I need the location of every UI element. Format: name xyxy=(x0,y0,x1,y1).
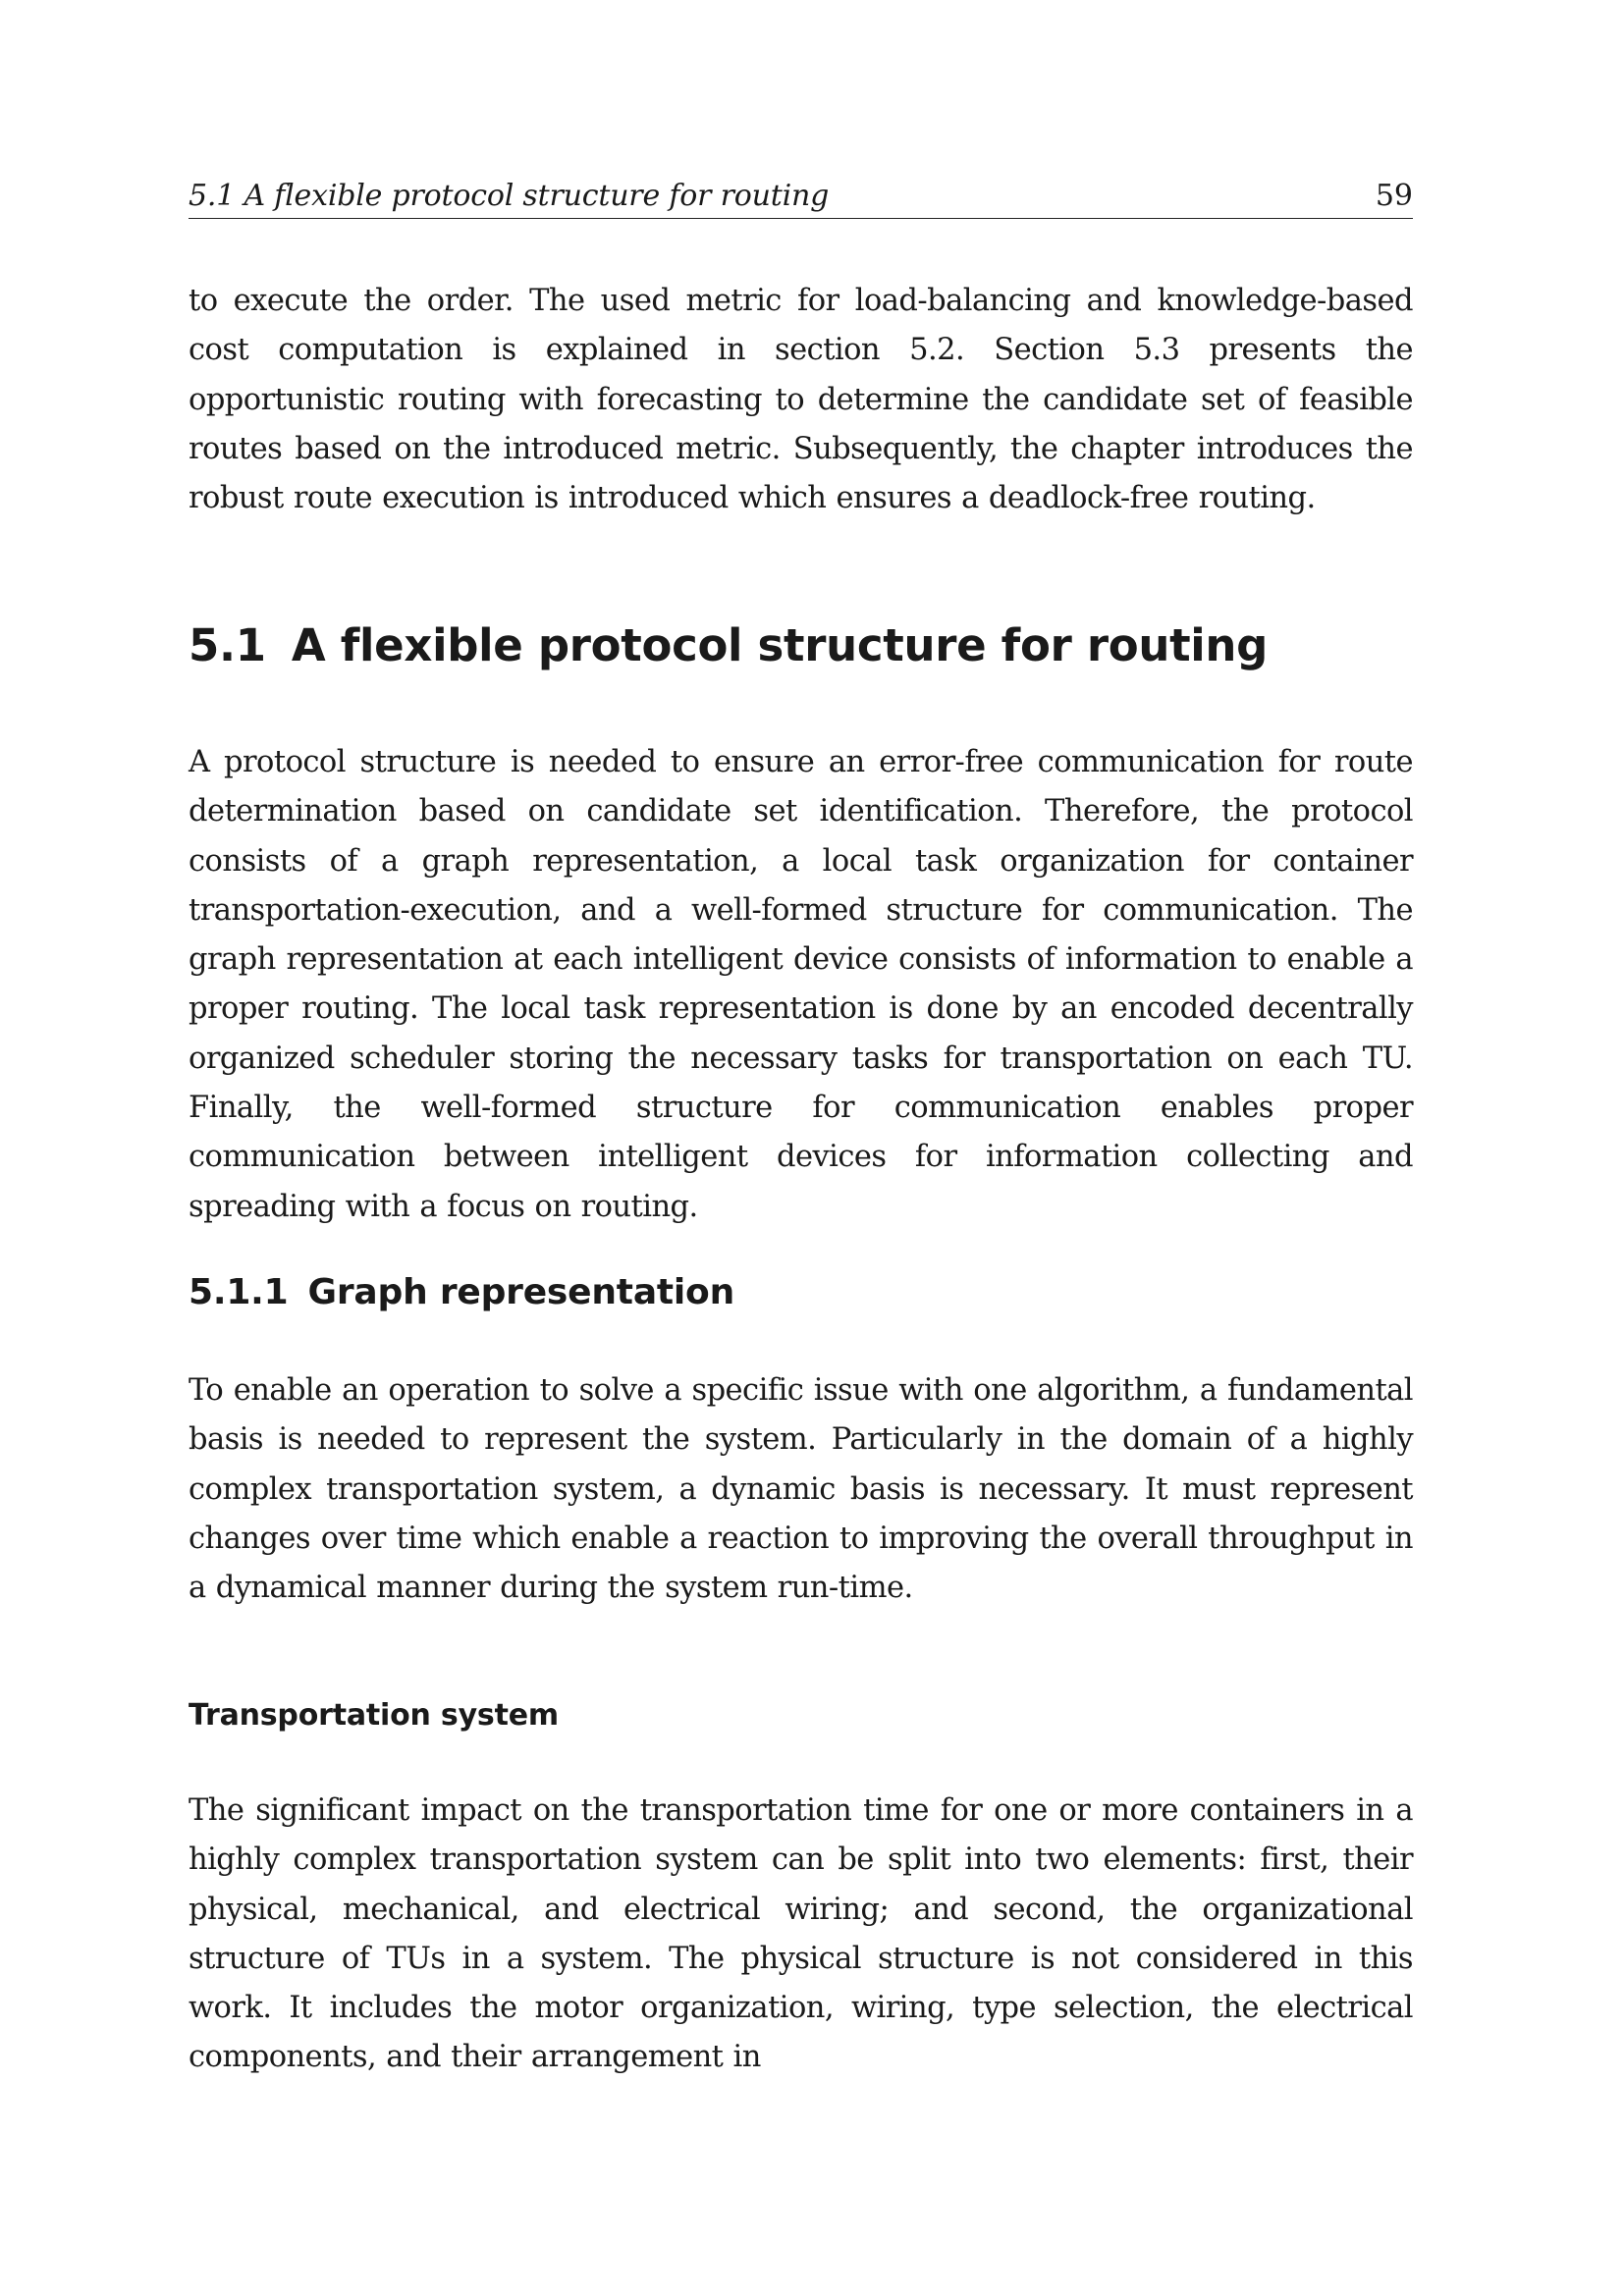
running-title: 5.1 A flexible protocol structure for routing xyxy=(189,179,830,213)
section-number: 5.1 xyxy=(189,619,266,671)
section-paragraph: A protocol structure is needed to ensure an error-free communication for route determination based on candidate set identification. Therefore, the protocol consists of a graph representation, a local task organization for container transportation-execution, and a well-formed structure for communication. The graph representation at each intelligent device consists of information to enable a proper routing. The local task representation is done by an encoded decentrally organized scheduler storing the necessary tasks for transportation on each TU. Finally, the well-formed structure for communication enables proper communication between intelligent devices for information collecting and spreading with a focus on routing. xyxy=(189,745,1413,1224)
transportation-paragraph: The significant impact on the transportation time for one or more containers in a highly complex transportation system can be split into two elements: first, their physical, mechanical, and electrical wiring; and second, the organizational structure of TUs in a system. The physical structure is not considered in this work. It includes the motor organization, wiring, type selection, the electrical components, and their arrangement in xyxy=(189,1793,1413,2075)
section-heading xyxy=(189,616,1268,675)
page-number: 59 xyxy=(1375,179,1413,213)
subsection-paragraph: To enable an operation to solve a specific issue with one algorithm, a fundamental basis is needed to represent the system. Particularly in the domain of a highly complex transportation system, a dynamic basis is necessary. It must represent changes over time which enable a reaction to improving the overall throughput in a dynamical manner during the system run-time. xyxy=(189,1373,1413,1606)
intro-paragraph: to execute the order. The used metric for load-balancing and knowledge-based cost computation is explained in section 5.2. Section 5.3 presents the opportunistic routing with forecasting to determine the candidate set of feasible routes based on the introduced metric. Subsequently, the chapter introduces the robust route execution is introduced which ensures a deadlock-free routing. xyxy=(189,284,1413,516)
subsection-number: 5.1.1 xyxy=(189,1272,289,1312)
subsection-heading xyxy=(189,1268,734,1317)
subsection-title: Graph representation xyxy=(307,1272,735,1312)
paragraph-heading: Transportation system xyxy=(189,1698,559,1733)
section-title: A flexible protocol structure for routing xyxy=(291,619,1269,671)
page-header xyxy=(189,175,1413,219)
